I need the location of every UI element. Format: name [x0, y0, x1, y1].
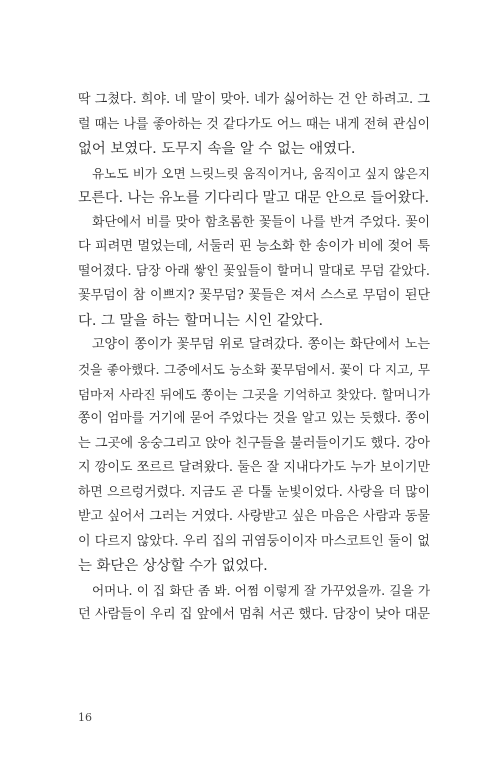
text-line: 쫑이 엄마를 거기에 묻어 주었다는 것을 알고 있는 듯했다. 쫑이	[78, 411, 430, 427]
text-line: 딱 그쳤다. 희야. 네 말이 맞아. 네가 싫어하는 건 안 하려고. 그	[78, 92, 430, 107]
text-line: 유노도 비가 오면 느릿느릿 움직이거나, 움직이고 싶지 않은지	[92, 165, 430, 181]
text-line: 어머나. 이 집 화단 좀 봐. 어쩜 이렇게 잘 가꾸었을까. 길을 가	[92, 582, 430, 598]
text-line: 하면 으르렁거렸다. 지금도 곧 다툴 눈빛이었다. 사랑을 더 많이	[78, 484, 430, 500]
body-text	[78, 88, 430, 628]
text-line: 는 그곳에 웅숭그리고 앉아 친구들을 불러들이기도 했다. 강아	[78, 435, 431, 451]
paragraph	[78, 88, 430, 162]
text-line: 것을 좋아했다. 그중에서도 능소화 꽃무덤에서. 꽃이 다 지고, 무	[78, 362, 430, 378]
text-line: 받고 싶어서 그러는 거였다. 사랑받고 싶은 마음은 사람과 동물	[78, 509, 430, 525]
text-line: 고양이 쫑이가 꽃무덤 위로 달려갔다. 쫑이는 화단에서 노는	[92, 337, 430, 353]
text-line: 지 깡이도 쪼르르 달려왔다. 둘은 잘 지내다가도 누가 보이기만	[78, 460, 430, 476]
text-line: 이 다르지 않았다. 우리 집의 귀염둥이이자 마스코트인 둘이 없	[78, 533, 430, 549]
text-line: 떨어졌다. 담장 아래 쌓인 꽃잎들이 할머니 말대로 무덤 같았다.	[78, 263, 430, 279]
text-line: 는 화단은 상상할 수가 없었다.	[78, 558, 268, 575]
text-line: 꽃무덤이 참 이쁘지? 꽃무덤? 꽃들은 져서 스스로 무덤이 된단	[78, 288, 430, 304]
text-line: 럴 때는 나를 좋아하는 것 같다가도 어느 때는 내게 전혀 관심이	[78, 116, 430, 132]
text-line: 화단에서 비를 맞아 함초롬한 꽃들이 나를 반겨 주었다. 꽃이	[92, 214, 430, 230]
text-line: 다. 그 말을 하는 할머니는 시인 같았다.	[78, 312, 324, 329]
text-line: 다 피려면 멀었는데, 서둘러 핀 능소화 한 송이가 비에 젖어 툭	[78, 239, 430, 255]
paragraph	[78, 333, 430, 578]
text-line: 모른다. 나는 유노를 기다리다 말고 대문 안으로 들어왔다.	[78, 190, 430, 207]
text-line: 없어 보였다. 도무지 속을 알 수 없는 애였다.	[78, 141, 356, 158]
paragraph	[78, 579, 430, 628]
paragraph	[78, 211, 430, 334]
paragraph	[78, 162, 430, 211]
text-line: 덤마저 사라진 뒤에도 쫑이는 그곳을 기억하고 찾았다. 할머니가	[78, 386, 430, 402]
text-line: 던 사람들이 우리 집 앞에서 멈춰 서곤 했다. 담장이 낮아 대문	[78, 607, 430, 623]
page-number: 16	[78, 711, 92, 724]
